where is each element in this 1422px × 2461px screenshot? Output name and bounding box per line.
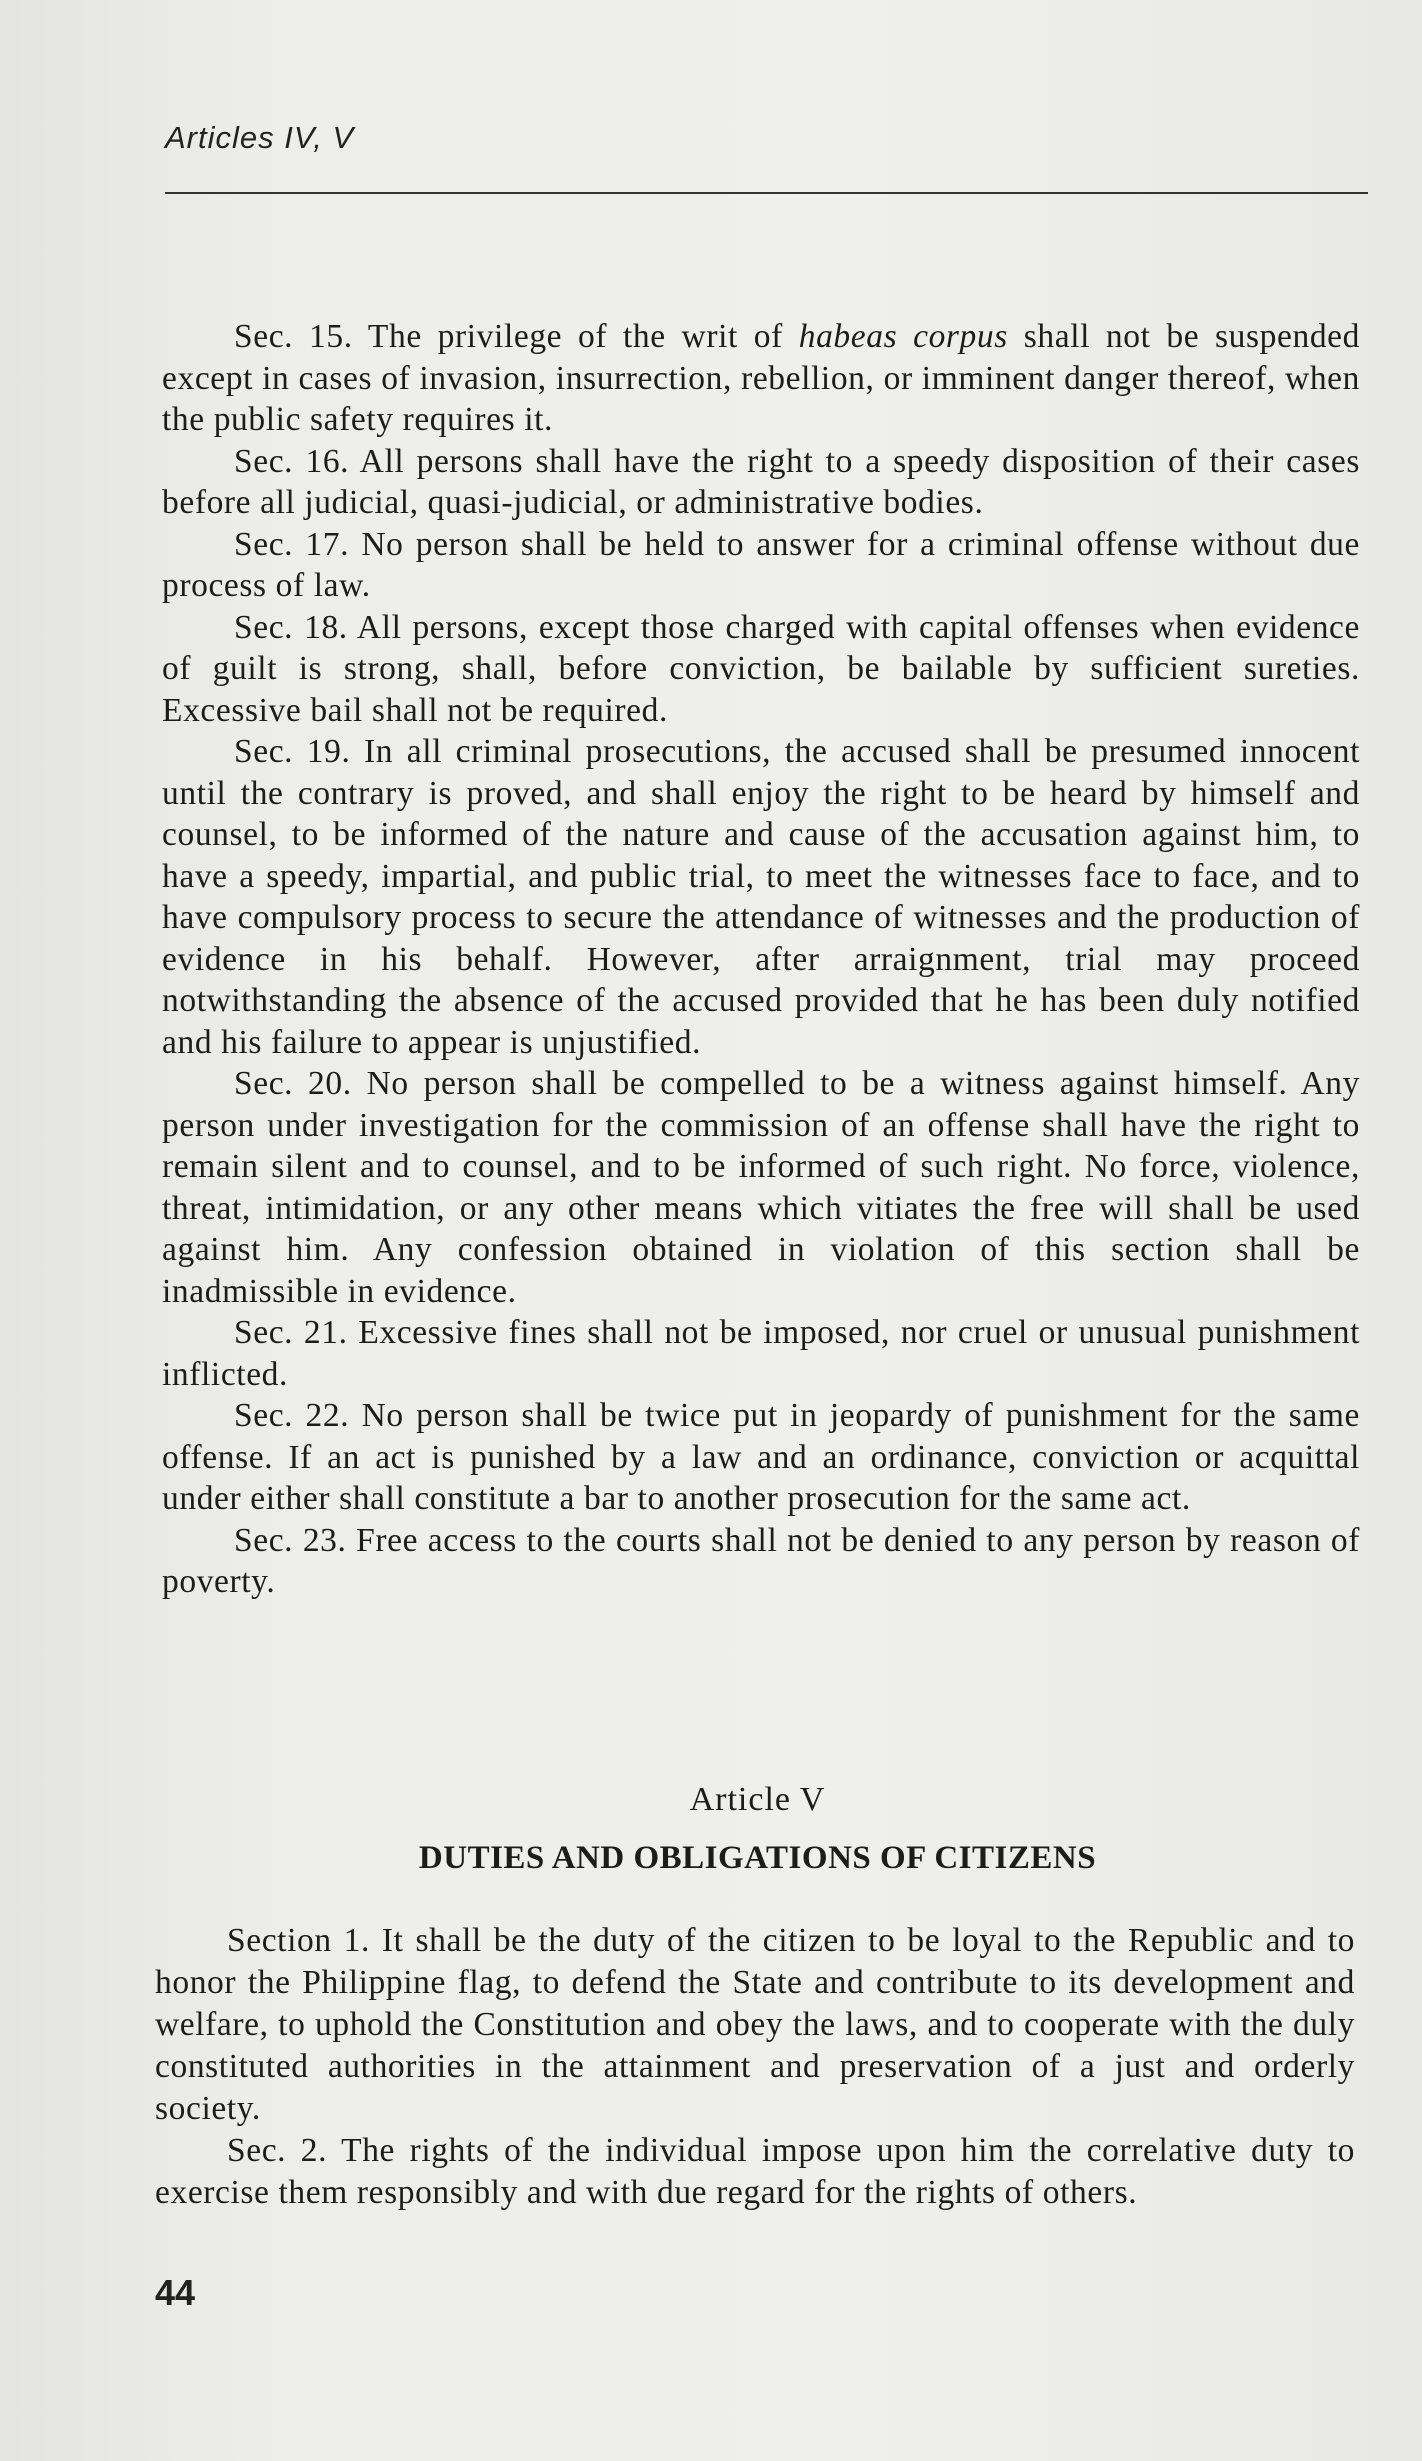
article-v-section-1: Section 1. It shall be the duty of the citizen to be loyal to the Republic and to honor the Philippine flag, to defend the State and contribute to its development and welfare, to uphold the Constitution and obey the laws, and to cooperate with the duly constituted authorities in the attainment and preservation of a just and orderly society. [155, 1922, 1355, 2127]
section-20: Sec. 20. No person shall be compelled to be a witness against himself. Any person under investigation for the commission of an offense shall have the right to remain silent and to counsel, and to be informed of such right. No force, violence, threat, intimidation, or any other means which vitiates the free will shall be used against him. Any confession obtained in violation of this section shall be inadmissible in evidence. [162, 1065, 1360, 1310]
article-v-sections [155, 1920, 1355, 2214]
section-16: Sec. 16. All persons shall have the right to a speedy disposition of their cases before all judicial, quasi-judicial, or administrative bodies. [162, 442, 1360, 521]
article-iv-sections [162, 316, 1360, 1603]
section-19: Sec. 19. In all criminal prosecutions, the accused shall be presumed innocent until the contrary is proved, and shall enjoy the right to be heard by himself and counsel, to be informed of the nature and cause of the accusation against him, to have a speedy, impartial, and public trial, to meet the witnesses face to face, and to have compulsory process to secure the attendance of witnesses and the production of evidence in his behalf. However, after arraignment, trial may proceed notwithstanding the absence of the accused provided that he has been duly notified and his failure to appear is unjustified. [162, 733, 1360, 1061]
section-21: Sec. 21. Excessive fines shall not be imposed, nor cruel or unusual punishment inflicted. [162, 1314, 1360, 1393]
section-22: Sec. 22. No person shall be twice put in jeopardy of punishment for the same offense. If an act is punished by a law and an ordinance, conviction or acquittal under either shall constitute a bar to another prosecution for the same act. [162, 1397, 1360, 1517]
article-v-section-2: Sec. 2. The rights of the individual impose upon him the correlative duty to exercise them responsibly and with due regard for the rights of others. [155, 2132, 1355, 2211]
section-18: Sec. 18. All persons, except those charged with capital offenses when evidence of guilt is strong, shall, before conviction, be bailable by sufficient sureties. Excessive bail shall not be required. [162, 608, 1360, 729]
section-15-post: shall not be suspended except in cases of invasion, insurrection, rebellion, or imminent danger thereof, when the public safety requires it. [162, 318, 1360, 438]
running-head: Articles IV, V [165, 120, 355, 155]
page-number: 44 [155, 2272, 196, 2313]
article-v-heading [155, 1780, 1360, 1878]
article-subtitle: DUTIES AND OBLIGATIONS OF CITIZENS [418, 1840, 1097, 1876]
section-17: Sec. 17. No person shall be held to answer for a criminal offense without due process of law. [162, 525, 1360, 604]
header-rule [165, 192, 1368, 194]
section-23: Sec. 23. Free access to the courts shall not be denied to any person by reason of poverty. [162, 1521, 1360, 1600]
section-15 [162, 316, 1360, 441]
article-title: Article V [689, 1781, 826, 1818]
habeas-corpus-term: habeas corpus [798, 318, 1008, 355]
section-15-pre: Sec. 15. The privilege of the writ of [234, 318, 799, 355]
